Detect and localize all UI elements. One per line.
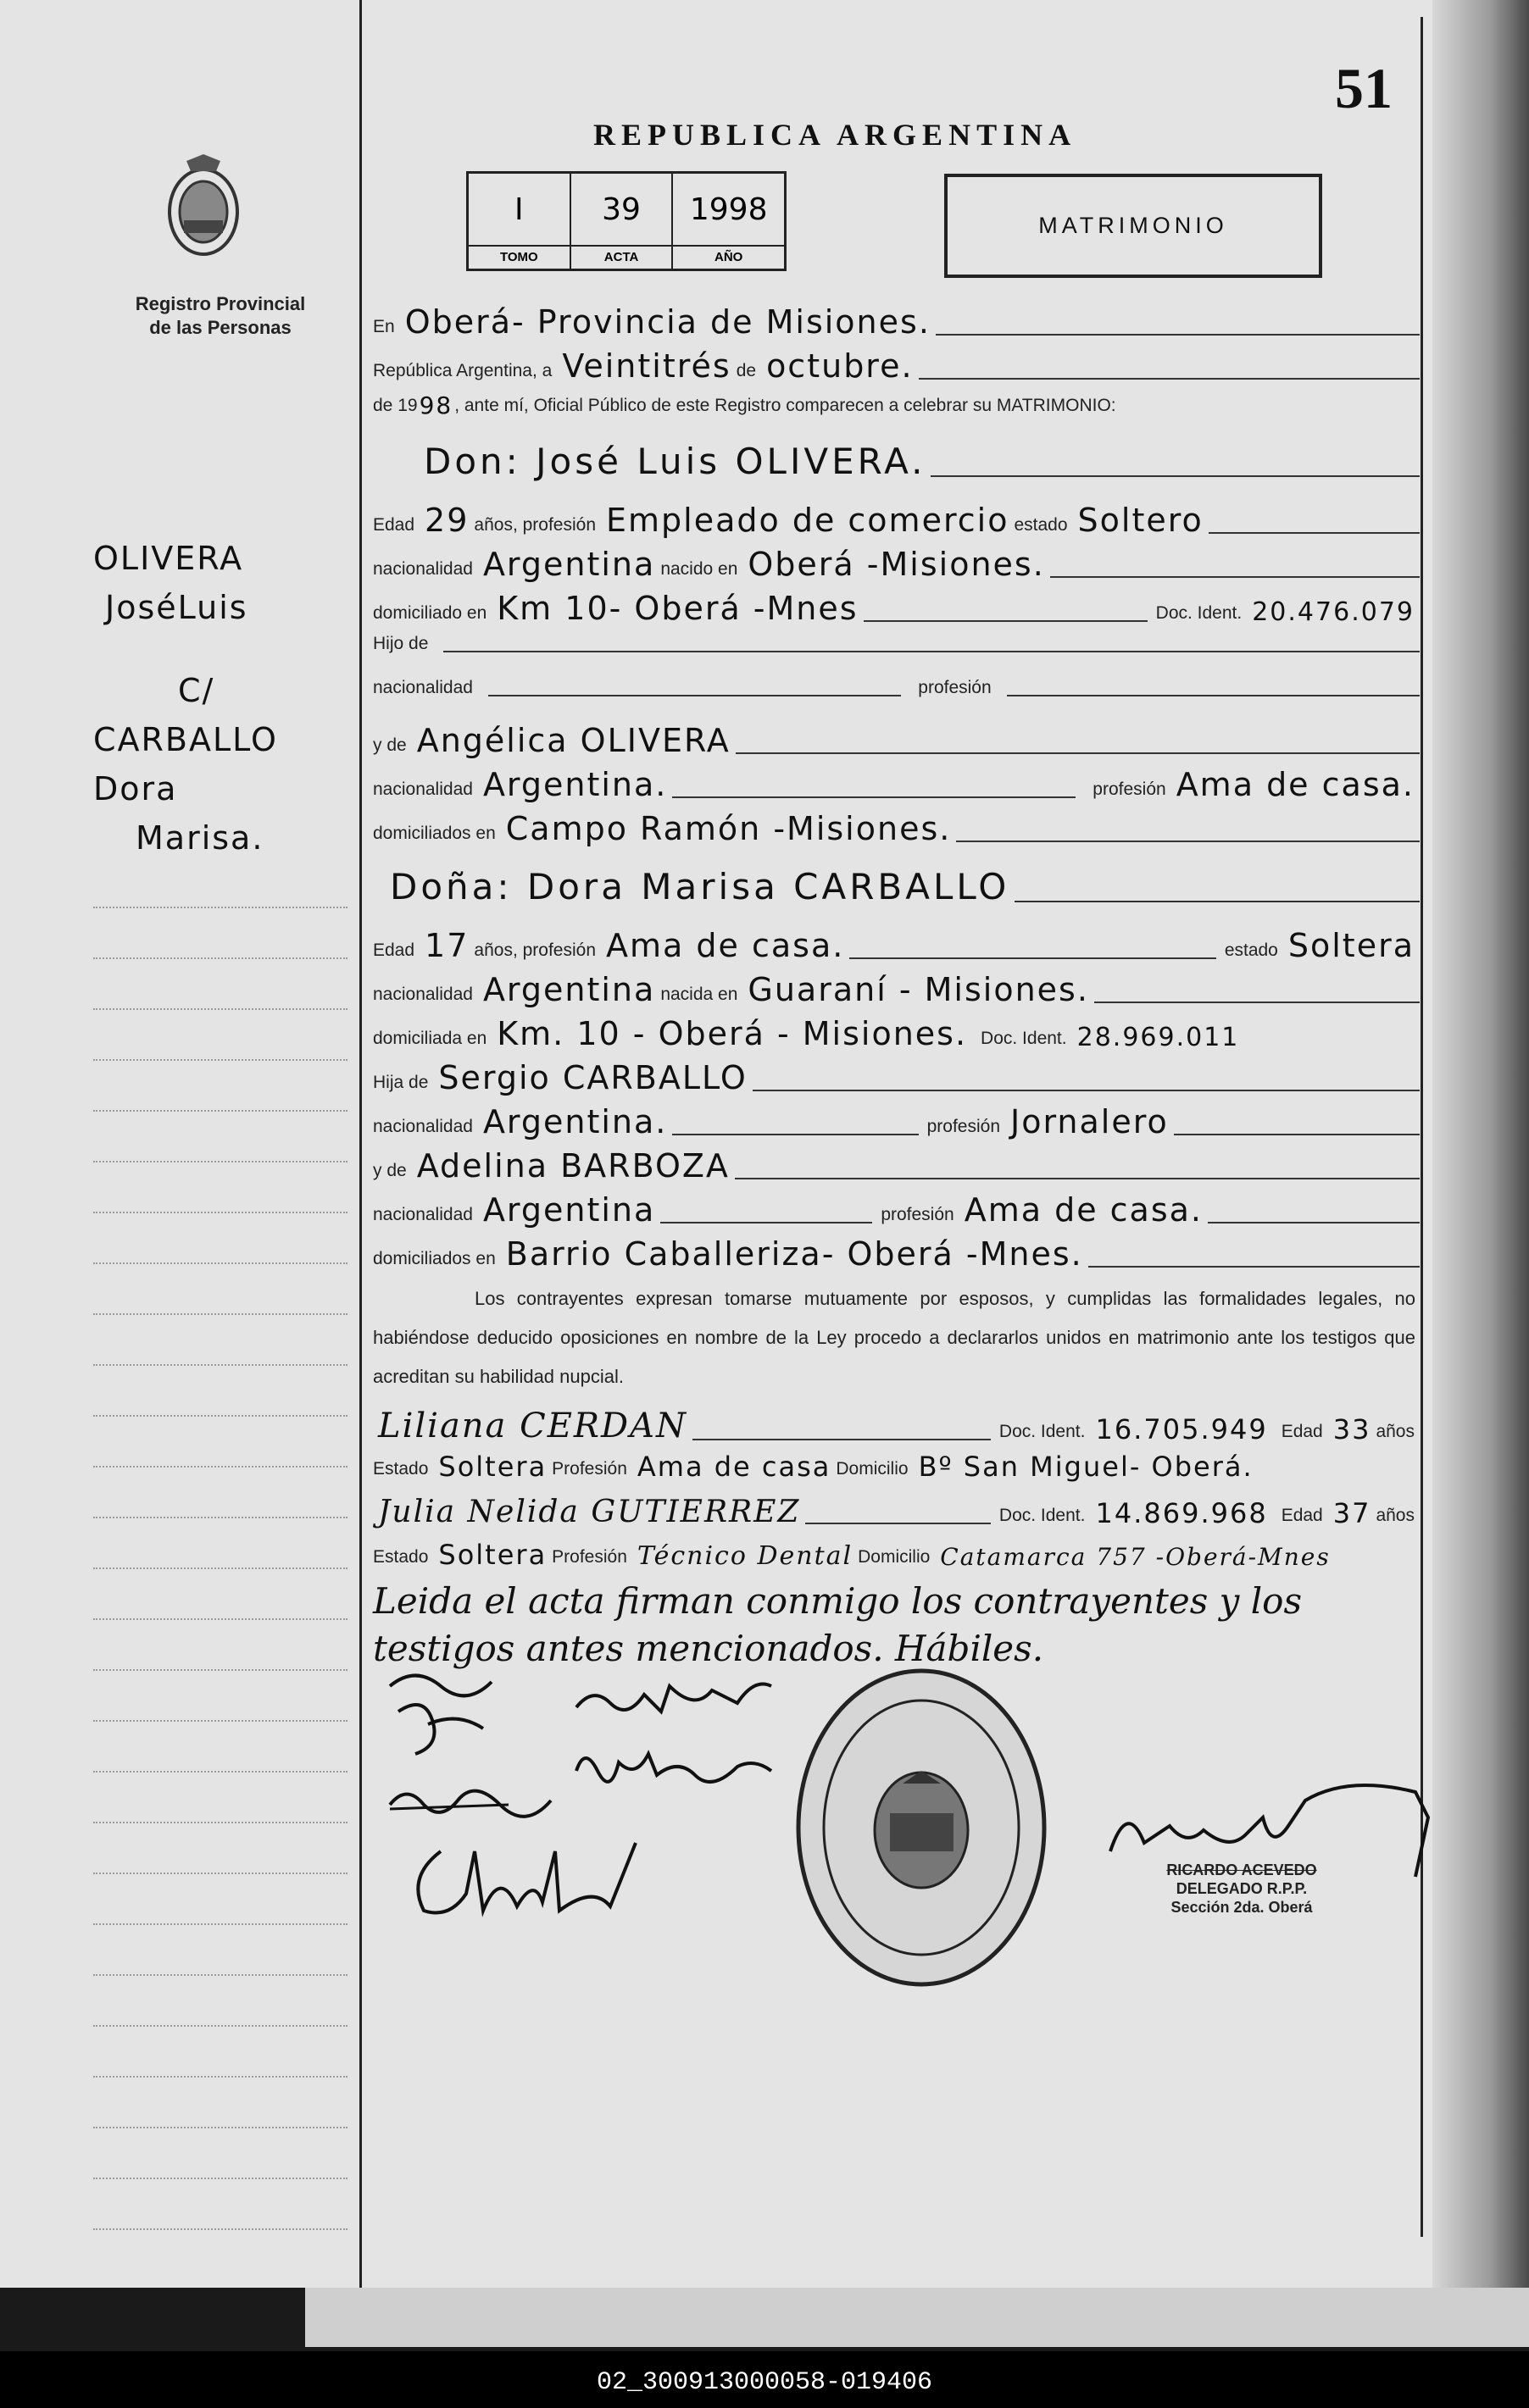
ante-mi-statement: , ante mí, Oficial Público de este Registro comparecen a celebrar su MATRIMONIO: bbox=[454, 396, 1116, 415]
estado-label: Estado bbox=[373, 1547, 429, 1567]
bride-father-nationality: Argentina. bbox=[482, 1103, 668, 1140]
groom-nationality-line bbox=[373, 546, 1420, 583]
witness-2-line-2 bbox=[373, 1539, 1420, 1571]
margin-column bbox=[0, 0, 362, 2288]
witness-2-profession: Técnico Dental bbox=[637, 1541, 853, 1571]
republica-label: República Argentina, a bbox=[373, 361, 553, 380]
groom-mother: Angélica OLIVERA bbox=[416, 722, 731, 759]
country-title: REPUBLICA ARGENTINA bbox=[593, 118, 1077, 152]
witness-2-line-1 bbox=[373, 1495, 1420, 1529]
doc-label: Doc. Ident. bbox=[998, 1422, 1086, 1441]
anos-profesion-label: años, profesión bbox=[474, 515, 597, 535]
witness-1-civil-status: Soltera bbox=[438, 1451, 548, 1483]
edad-label: Edad bbox=[1281, 1506, 1323, 1525]
official-seal-stamp-icon bbox=[792, 1665, 1051, 1991]
witness-2-civil-status: Soltera bbox=[438, 1539, 548, 1571]
signature-2-icon bbox=[568, 1669, 780, 1728]
acta-value: 39 bbox=[571, 174, 672, 247]
doc-label: Doc. Ident. bbox=[1155, 603, 1243, 623]
day-value: Veintitrés bbox=[562, 347, 731, 385]
tomo-value: I bbox=[469, 174, 570, 247]
page-bottom-edge bbox=[305, 2288, 1529, 2347]
bride-mother: Adelina BARBOZA bbox=[416, 1147, 730, 1185]
bride-profession: Ama de casa. bbox=[606, 927, 845, 964]
nacionalidad-label: nacionalidad bbox=[373, 1205, 473, 1224]
scan-id: 02_300913000058-019406 bbox=[596, 2368, 933, 2397]
acta-cell bbox=[571, 174, 674, 269]
bride-father-nationality-line bbox=[373, 1103, 1420, 1140]
margin-annotation bbox=[93, 534, 348, 863]
witness-2-age: 37 bbox=[1332, 1497, 1371, 1529]
tomo-cell bbox=[469, 174, 571, 269]
bride-doc: 28.969.011 bbox=[1076, 1023, 1240, 1052]
groom-parents-address: Campo Ramón -Misiones. bbox=[505, 810, 952, 847]
registry-reference-table bbox=[466, 171, 787, 271]
groom-mother-line bbox=[373, 722, 1420, 759]
act-type-box: MATRIMONIO bbox=[944, 174, 1322, 278]
groom-doc: 20.476.079 bbox=[1252, 597, 1415, 627]
groom-father-line bbox=[373, 634, 1420, 657]
profesion-label: profesión bbox=[881, 1205, 954, 1224]
domiciliados-label: domiciliados en bbox=[373, 1249, 496, 1268]
domiciliados-label: domiciliados en bbox=[373, 824, 496, 843]
groom-birthplace: Oberá -Misiones. bbox=[748, 546, 1045, 583]
y-de-label: y de bbox=[373, 1161, 407, 1180]
hijo-label: Hijo de bbox=[373, 634, 429, 653]
bride-address: Km. 10 - Oberá - Misiones. bbox=[497, 1015, 968, 1052]
groom-profession: Empleado de comercio bbox=[606, 502, 1009, 539]
groom-mother-nationality-line bbox=[373, 766, 1420, 803]
witness-2-doc: 14.869.968 bbox=[1095, 1497, 1268, 1529]
margin-note-line: CARBALLO bbox=[93, 721, 278, 758]
witness-1-profession: Ama de casa bbox=[637, 1451, 831, 1483]
bride-age: 17 bbox=[425, 927, 470, 964]
right-border-rule bbox=[1421, 17, 1423, 2237]
signature-1-icon bbox=[381, 1661, 534, 1771]
year-value: 98 bbox=[419, 391, 453, 419]
domicilio-label: Domicilio bbox=[836, 1459, 909, 1479]
witness-2-address: Catamarca 757 -Oberá-Mnes bbox=[940, 1543, 1331, 1571]
year-prefix: de 19 bbox=[373, 396, 418, 415]
marriage-statement bbox=[373, 1279, 1415, 1396]
nacionalidad-label: nacionalidad bbox=[373, 559, 473, 579]
groom-age: 29 bbox=[425, 502, 470, 539]
stamp-section: Sección 2da. Oberá bbox=[1170, 1899, 1313, 1916]
edad-label: Edad bbox=[1281, 1422, 1323, 1441]
bride-parents-address: Barrio Caballeriza- Oberá -Mnes. bbox=[505, 1235, 1083, 1273]
nacido-label: nacido en bbox=[660, 559, 738, 579]
bride-nationality: Argentina bbox=[482, 971, 656, 1008]
margin-note-line: Dora bbox=[93, 770, 178, 807]
bride-father-profession: Jornalero bbox=[1010, 1103, 1169, 1140]
en-label: En bbox=[373, 317, 395, 336]
margin-note-line: OLIVERA bbox=[93, 540, 244, 577]
profesion-label: Profesión bbox=[552, 1547, 627, 1567]
bride-address-line bbox=[373, 1015, 1420, 1052]
bride-mother-profession: Ama de casa. bbox=[964, 1191, 1204, 1229]
anos-label: años bbox=[1376, 1422, 1415, 1441]
bride-nationality-line bbox=[373, 971, 1420, 1008]
bride-mother-line bbox=[373, 1147, 1420, 1185]
nacionalidad-label: nacionalidad bbox=[373, 780, 473, 799]
bride-parents-address-line bbox=[373, 1235, 1420, 1273]
hija-label: Hija de bbox=[373, 1073, 429, 1092]
acta-label: ACTA bbox=[603, 250, 639, 264]
registry-label bbox=[85, 292, 356, 340]
bride-name-line bbox=[373, 866, 1420, 907]
bride-age-line bbox=[373, 927, 1420, 964]
edad-label: Edad bbox=[373, 515, 415, 535]
ano-cell bbox=[673, 174, 784, 269]
groom-age-line bbox=[373, 502, 1420, 539]
nacionalidad-label: nacionalidad bbox=[373, 1117, 473, 1136]
signature-5-icon bbox=[407, 1834, 661, 1928]
month-value: octubre. bbox=[766, 347, 914, 385]
tomo-label: TOMO bbox=[499, 250, 538, 264]
margin-note-line: C/ bbox=[178, 672, 215, 709]
witness-1-name: Liliana CERDAN bbox=[378, 1407, 687, 1445]
margin-note-line: JoséLuis bbox=[105, 589, 248, 626]
bride-father: Sergio CARBALLO bbox=[438, 1059, 748, 1096]
profesion-label: Profesión bbox=[552, 1459, 627, 1479]
groom-civil-status: Soltero bbox=[1077, 502, 1204, 539]
witness-1-address: Bº San Miguel- Oberá. bbox=[918, 1451, 1254, 1483]
groom-parents-address-line bbox=[373, 810, 1420, 847]
witness-1-doc: 16.705.949 bbox=[1095, 1413, 1268, 1445]
groom-address-line bbox=[373, 590, 1420, 627]
nacida-label: nacida en bbox=[660, 985, 738, 1004]
date-line bbox=[373, 347, 1420, 385]
page-edge bbox=[1432, 0, 1529, 2288]
witness-2-name: Julia Nelida GUTIERREZ bbox=[378, 1495, 801, 1529]
registry-label-line-2: de las Personas bbox=[149, 317, 292, 338]
groom-mother-nationality: Argentina. bbox=[482, 766, 668, 803]
nacionalidad-label: nacionalidad bbox=[373, 985, 473, 1004]
province-seal-icon bbox=[165, 153, 242, 258]
groom-address: Km 10- Oberá -Mnes bbox=[497, 590, 859, 627]
bride-civil-status: Soltera bbox=[1287, 927, 1415, 964]
groom-name: Don: José Luis OLIVERA. bbox=[424, 441, 926, 482]
delegate-stamp bbox=[1110, 1861, 1373, 1917]
profesion-label: profesión bbox=[918, 678, 992, 697]
groom-nationality: Argentina bbox=[482, 546, 656, 583]
profesion-label: profesión bbox=[926, 1117, 1001, 1136]
stamp-name: RICARDO ACEVEDO bbox=[1166, 1861, 1317, 1878]
anos-profesion-label: años, profesión bbox=[474, 940, 597, 960]
anos-label: años bbox=[1376, 1506, 1415, 1525]
witness-1-age: 33 bbox=[1332, 1413, 1371, 1445]
edad-label: Edad bbox=[373, 940, 415, 960]
bride-name: Doña: Dora Marisa CARBALLO bbox=[390, 866, 1010, 907]
folio-number: 51 bbox=[1335, 56, 1393, 120]
groom-mother-profession: Ama de casa. bbox=[1176, 766, 1415, 803]
bride-birthplace: Guaraní - Misiones. bbox=[748, 971, 1089, 1008]
estado-label: estado bbox=[1014, 515, 1068, 535]
profesion-label: profesión bbox=[1093, 780, 1166, 799]
ano-value: 1998 bbox=[673, 174, 784, 247]
bride-father-line bbox=[373, 1059, 1420, 1096]
doc-label: Doc. Ident. bbox=[981, 1029, 1067, 1048]
witness-1-line-2 bbox=[373, 1451, 1420, 1483]
closing-statement: Leida el acta firman conmigo los contrayentes y los testigos antes mencionados. Hábiles. bbox=[373, 1580, 1303, 1669]
stamp-title: DELEGADO R.P.P. bbox=[1176, 1880, 1308, 1897]
signature-4-icon bbox=[381, 1779, 576, 1830]
marriage-statement-text: Los contrayentes expresan tomarse mutuamente por esposos, y cumplidas las formalidades legales, no habiéndose deducido oposiciones en nombre de la Ley procedo a declararlos unidos en matrimonio ante los testigos que acreditan su habilidad nupcial. bbox=[373, 1288, 1415, 1387]
groom-father-nationality-line bbox=[373, 678, 1420, 702]
registry-label-line-1: Registro Provincial bbox=[135, 293, 306, 314]
domicilio-label: domiciliado en bbox=[373, 603, 487, 623]
place-line bbox=[373, 303, 1420, 341]
bride-mother-nationality-line bbox=[373, 1191, 1420, 1229]
ano-label: AÑO bbox=[714, 250, 743, 264]
doc-label: Doc. Ident. bbox=[998, 1506, 1086, 1525]
witness-1-line-1 bbox=[373, 1407, 1420, 1445]
year-line bbox=[373, 391, 1420, 419]
place-value: Oberá- Provincia de Misiones. bbox=[404, 303, 931, 341]
domicilio-label: domiciliada en bbox=[373, 1029, 487, 1048]
nacionalidad-label: nacionalidad bbox=[373, 678, 473, 697]
margin-note-line: Marisa. bbox=[136, 819, 264, 857]
y-de-label: y de bbox=[373, 735, 407, 755]
estado-label: Estado bbox=[373, 1459, 429, 1479]
bride-mother-nationality: Argentina bbox=[482, 1191, 656, 1229]
signature-3-icon bbox=[568, 1737, 780, 1796]
domicilio-label: Domicilio bbox=[858, 1547, 931, 1567]
groom-name-line bbox=[373, 441, 1420, 482]
estado-label: estado bbox=[1224, 940, 1278, 960]
de-label: de bbox=[736, 361, 757, 380]
